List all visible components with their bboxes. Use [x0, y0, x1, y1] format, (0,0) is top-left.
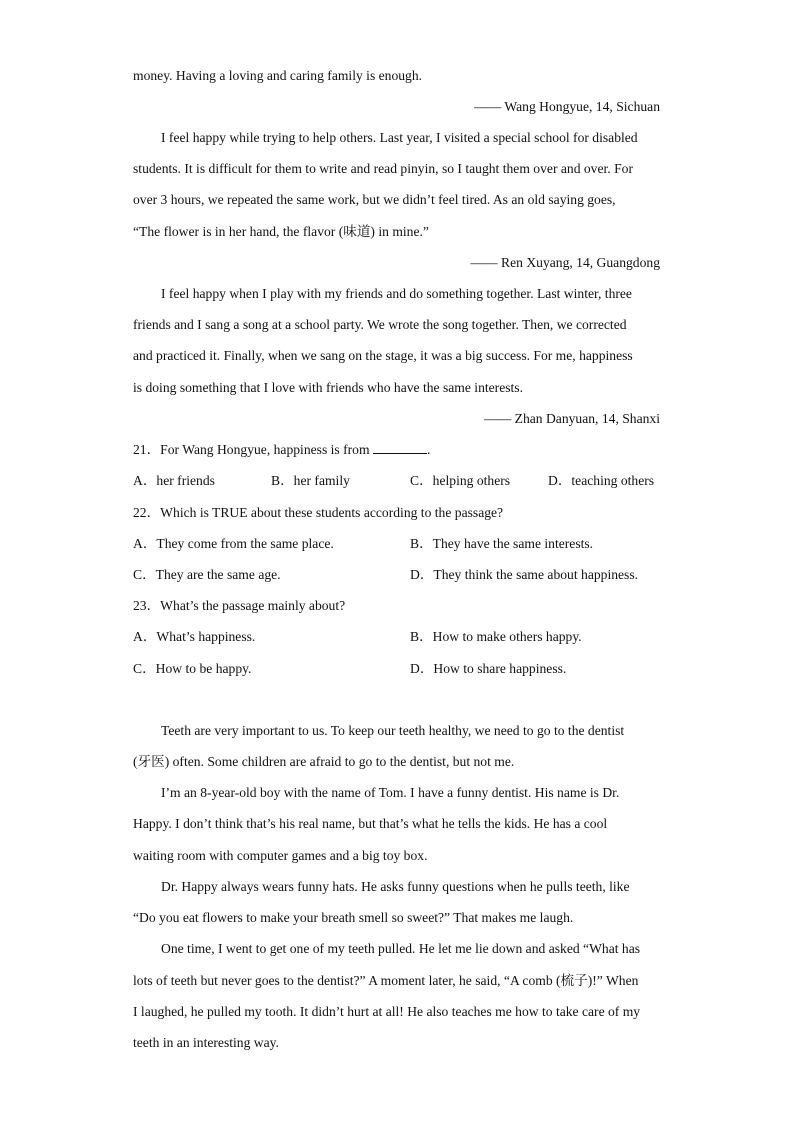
q23-option-d: D．How to share happiness.: [410, 661, 567, 676]
passage1-line-10: and practiced it. Finally, when we sang on the stage, it was a big success. For me, happiness: [133, 348, 633, 363]
passage2-line-2: (牙医) often. Some children are afraid to go to the dentist, but not me.: [133, 754, 515, 769]
q22-option-b: B．They have the same interests.: [410, 536, 594, 551]
q22-option-a: A．They come from the same place.: [133, 536, 334, 551]
question-21: [133, 441, 430, 459]
passage2-line-10: I laughed, he pulled my tooth. It didn’t hurt at all! He also teaches me how to take care of my: [133, 1004, 641, 1019]
q22-option-d: D．They think the same about happiness.: [410, 567, 639, 582]
passage1-line-4: students. It is difficult for them to write and read pinyin, so I taught them over and over. For: [133, 161, 633, 176]
passage1-line-3: I feel happy while trying to help others. Last year, I visited a special school for disabled: [161, 130, 638, 145]
passage1-line-9: friends and I sang a song at a school party. We wrote the song together. Then, we corrected: [133, 317, 627, 332]
author-wang-hongyue: —— Wang Hongyue, 14, Sichuan: [474, 99, 660, 114]
q23-option-c: C．How to be happy.: [133, 661, 252, 676]
passage1-line-6: “The flower is in her hand, the flavor (味道) in mine.”: [133, 224, 429, 239]
answer-blank: [373, 441, 427, 454]
q21-option-c: C．helping others: [410, 473, 511, 488]
passage2-line-5: waiting room with computer games and a big toy box.: [133, 848, 428, 863]
q22-option-c: C．They are the same age.: [133, 567, 281, 582]
q23-option-a: A．What’s happiness.: [133, 629, 256, 644]
passage1-line-8: I feel happy when I play with my friends and do something together. Last winter, three: [161, 286, 632, 301]
passage1-line-5: over 3 hours, we repeated the same work, but we didn’t feel tired. As an old saying goes,: [133, 192, 616, 207]
passage1-line-1: money. Having a loving and caring family is enough.: [133, 68, 423, 83]
q21-option-a: A．her friends: [133, 473, 215, 488]
author-ren-xuyang: —— Ren Xuyang, 14, Guangdong: [470, 255, 660, 270]
passage2-line-1: Teeth are very important to us. To keep our teeth healthy, we need to go to the dentist: [161, 723, 625, 738]
passage1-line-11: is doing something that I love with friends who have the same interests.: [133, 380, 523, 395]
q21-option-b: B．her family: [271, 473, 350, 488]
q21-option-d: D．teaching others: [548, 473, 655, 488]
passage2-line-11: teeth in an interesting way.: [133, 1035, 279, 1050]
passage2-line-8: One time, I went to get one of my teeth pulled. He let me lie down and asked “What has: [161, 941, 641, 956]
q23-option-b: B．How to make others happy.: [410, 629, 582, 644]
passage2-line-3: I’m an 8-year-old boy with the name of Tom. I have a funny dentist. His name is Dr.: [161, 785, 620, 800]
question-21-stem: 21．For Wang Hongyue, happiness is from: [133, 442, 370, 457]
passage2-line-4: Happy. I don’t think that’s his real name, but that’s what he tells the kids. He has a cool: [133, 816, 608, 831]
passage2-line-7: “Do you eat flowers to make your breath smell so sweet?” That makes me laugh.: [133, 910, 574, 925]
passage2-line-6: Dr. Happy always wears funny hats. He asks funny questions when he pulls teeth, like: [161, 879, 630, 894]
question-23-stem: 23．What’s the passage mainly about?: [133, 598, 346, 613]
author-zhan-danyuan: —— Zhan Danyuan, 14, Shanxi: [484, 411, 660, 426]
question-22-stem: 22．Which is TRUE about these students according to the passage?: [133, 505, 504, 520]
question-21-stem-end: .: [426, 442, 431, 457]
passage2-line-9: lots of teeth but never goes to the dentist?” A moment later, he said, “A comb (梳子)!” When: [133, 973, 639, 988]
